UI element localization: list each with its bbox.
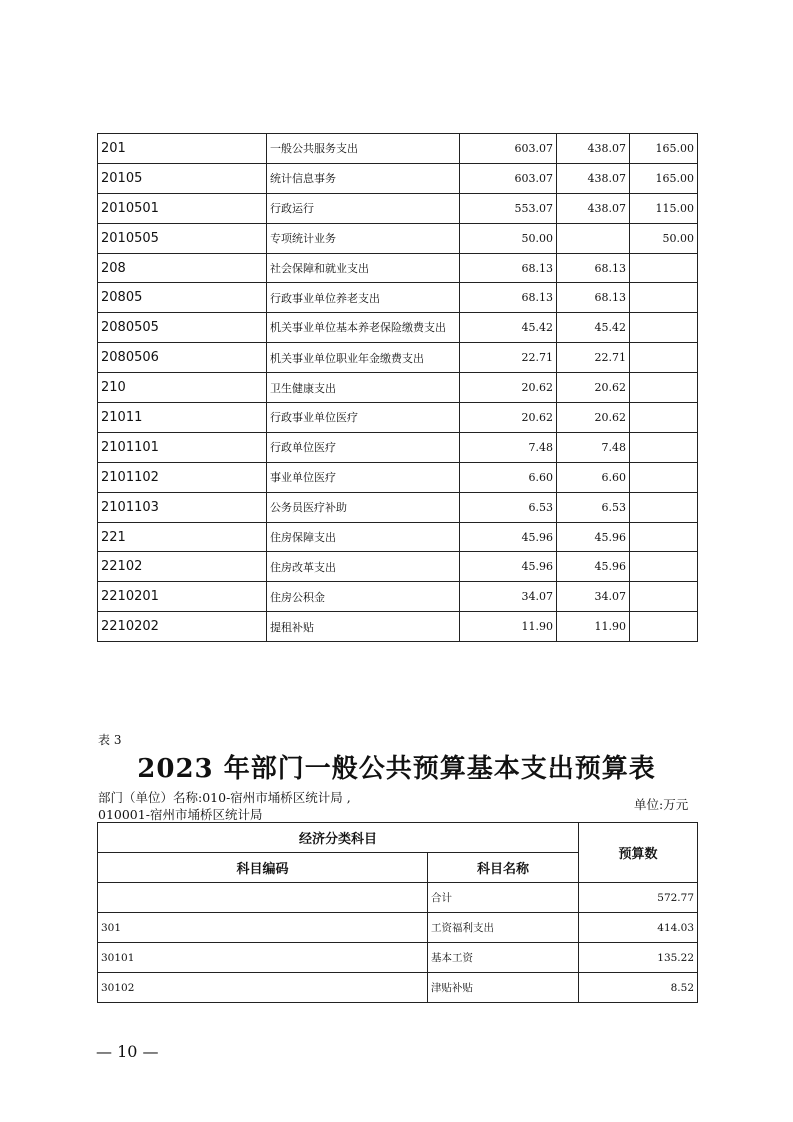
- subject-code-cell: 20105: [98, 163, 267, 193]
- subject-name-cell: 行政事业单位养老支出: [267, 283, 460, 313]
- table-row: [98, 223, 698, 253]
- table-row: [98, 283, 698, 313]
- basic-amount-cell: 6.53: [557, 492, 630, 522]
- table-label: 表 3: [98, 733, 122, 747]
- table-row: [98, 522, 698, 552]
- table-row: [98, 163, 698, 193]
- table-row: [98, 373, 698, 403]
- page-title: 2023 年部门一般公共预算基本支出预算表: [137, 754, 656, 784]
- subject-code-cell: 2101101: [98, 432, 267, 462]
- total-amount-cell: 34.07: [460, 582, 557, 612]
- subject-name-cell: 专项统计业务: [267, 223, 460, 253]
- basic-amount-cell: 68.13: [557, 283, 630, 313]
- basic-amount-cell: 438.07: [557, 193, 630, 223]
- subject-code-cell: 2210201: [98, 582, 267, 612]
- basic-amount-cell: 45.96: [557, 552, 630, 582]
- subject-code-cell: 2010501: [98, 193, 267, 223]
- project-amount-cell: 165.00: [630, 163, 698, 193]
- total-amount-cell: 50.00: [460, 223, 557, 253]
- total-amount-cell: 20.62: [460, 403, 557, 433]
- budget-amount-cell: 8.52: [579, 973, 698, 1003]
- subject-code-cell: 2101103: [98, 492, 267, 522]
- table-row: [98, 612, 698, 642]
- project-amount-cell: [630, 492, 698, 522]
- budget-amount-cell: 135.22: [579, 943, 698, 973]
- table-row: [98, 883, 698, 913]
- project-amount-cell: 50.00: [630, 223, 698, 253]
- total-amount-cell: 68.13: [460, 253, 557, 283]
- subject-name-cell: 提租补贴: [267, 612, 460, 642]
- subject-code-cell: 221: [98, 522, 267, 552]
- subject-name-cell: 住房保障支出: [267, 522, 460, 552]
- basic-amount-cell: 20.62: [557, 403, 630, 433]
- table-row: [98, 492, 698, 522]
- subject-name-cell: 行政单位医疗: [267, 432, 460, 462]
- table-row: [98, 193, 698, 223]
- project-amount-cell: [630, 582, 698, 612]
- subject-code-cell: 210: [98, 373, 267, 403]
- basic-amount-cell: 45.96: [557, 522, 630, 552]
- page-number: — 10 —: [96, 1042, 159, 1061]
- subject-name-cell: 工资福利支出: [428, 913, 579, 943]
- project-amount-cell: [630, 462, 698, 492]
- table-row: [98, 973, 698, 1003]
- subject-code-cell: 30102: [98, 973, 428, 1003]
- basic-amount-cell: 20.62: [557, 373, 630, 403]
- subject-name-cell: 行政事业单位医疗: [267, 403, 460, 433]
- header-economic-category: 经济分类科目: [98, 823, 579, 853]
- total-amount-cell: 6.60: [460, 462, 557, 492]
- project-amount-cell: [630, 522, 698, 552]
- subject-code-cell: 2210202: [98, 612, 267, 642]
- table-row: [98, 552, 698, 582]
- total-amount-cell: 603.07: [460, 163, 557, 193]
- project-amount-cell: [630, 403, 698, 433]
- table-row: [98, 343, 698, 373]
- table-row: [98, 432, 698, 462]
- subject-code-cell: 2080506: [98, 343, 267, 373]
- total-amount-cell: 603.07: [460, 134, 557, 164]
- basic-amount-cell: [557, 223, 630, 253]
- subject-name-cell: 机关事业单位职业年金缴费支出: [267, 343, 460, 373]
- subject-code-cell: [98, 883, 428, 913]
- table-row: [98, 403, 698, 433]
- subject-code-cell: 21011: [98, 403, 267, 433]
- total-amount-cell: 45.96: [460, 522, 557, 552]
- project-amount-cell: [630, 253, 698, 283]
- subject-name-cell: 公务员医疗补助: [267, 492, 460, 522]
- basic-amount-cell: 45.42: [557, 313, 630, 343]
- table-row: [98, 582, 698, 612]
- subject-code-cell: 208: [98, 253, 267, 283]
- subject-name-cell: 住房改革支出: [267, 552, 460, 582]
- total-amount-cell: 6.53: [460, 492, 557, 522]
- basic-amount-cell: 438.07: [557, 134, 630, 164]
- project-amount-cell: 115.00: [630, 193, 698, 223]
- subject-code-cell: 20805: [98, 283, 267, 313]
- expense-table-functional: [97, 133, 698, 642]
- department-info: [98, 789, 558, 823]
- unit-label: 单位:万元: [634, 797, 689, 812]
- department-line-1: 部门（单位）名称:010-宿州市埇桥区统计局 ,: [98, 790, 351, 805]
- table-row: [98, 462, 698, 492]
- project-amount-cell: [630, 432, 698, 462]
- basic-amount-cell: 22.71: [557, 343, 630, 373]
- subject-code-cell: 2080505: [98, 313, 267, 343]
- subject-name-cell: 机关事业单位基本养老保险缴费支出: [267, 313, 460, 343]
- project-amount-cell: [630, 612, 698, 642]
- basic-amount-cell: 34.07: [557, 582, 630, 612]
- subject-code-cell: 301: [98, 913, 428, 943]
- header-subject-name: 科目名称: [428, 853, 579, 883]
- subject-name-cell: 统计信息事务: [267, 163, 460, 193]
- basic-amount-cell: 6.60: [557, 462, 630, 492]
- subject-code-cell: 22102: [98, 552, 267, 582]
- table-row: [98, 943, 698, 973]
- subject-name-cell: 合计: [428, 883, 579, 913]
- subject-name-cell: 一般公共服务支出: [267, 134, 460, 164]
- basic-amount-cell: 7.48: [557, 432, 630, 462]
- basic-amount-cell: 438.07: [557, 163, 630, 193]
- total-amount-cell: 7.48: [460, 432, 557, 462]
- table-row: [98, 913, 698, 943]
- total-amount-cell: 22.71: [460, 343, 557, 373]
- table-row: [98, 253, 698, 283]
- total-amount-cell: 20.62: [460, 373, 557, 403]
- subject-code-cell: 2101102: [98, 462, 267, 492]
- subject-name-cell: 卫生健康支出: [267, 373, 460, 403]
- total-amount-cell: 45.96: [460, 552, 557, 582]
- subject-code-cell: 30101: [98, 943, 428, 973]
- project-amount-cell: [630, 373, 698, 403]
- basic-amount-cell: 11.90: [557, 612, 630, 642]
- header-budget-amount: 预算数: [579, 823, 698, 883]
- table-row: [98, 313, 698, 343]
- basic-amount-cell: 68.13: [557, 253, 630, 283]
- budget-amount-cell: 414.03: [579, 913, 698, 943]
- total-amount-cell: 68.13: [460, 283, 557, 313]
- subject-name-cell: 事业单位医疗: [267, 462, 460, 492]
- subject-name-cell: 基本工资: [428, 943, 579, 973]
- expense-table-economic: [97, 822, 698, 1003]
- table-header-row: [98, 823, 698, 853]
- subject-name-cell: 津贴补贴: [428, 973, 579, 1003]
- subject-name-cell: 住房公积金: [267, 582, 460, 612]
- project-amount-cell: [630, 283, 698, 313]
- header-subject-code: 科目编码: [98, 853, 428, 883]
- project-amount-cell: [630, 552, 698, 582]
- subject-code-cell: 2010505: [98, 223, 267, 253]
- project-amount-cell: 165.00: [630, 134, 698, 164]
- total-amount-cell: 553.07: [460, 193, 557, 223]
- subject-name-cell: 社会保障和就业支出: [267, 253, 460, 283]
- project-amount-cell: [630, 343, 698, 373]
- project-amount-cell: [630, 313, 698, 343]
- budget-amount-cell: 572.77: [579, 883, 698, 913]
- table-row: [98, 134, 698, 164]
- subject-name-cell: 行政运行: [267, 193, 460, 223]
- department-line-2: 010001-宿州市埇桥区统计局: [98, 807, 263, 822]
- total-amount-cell: 45.42: [460, 313, 557, 343]
- total-amount-cell: 11.90: [460, 612, 557, 642]
- subject-code-cell: 201: [98, 134, 267, 164]
